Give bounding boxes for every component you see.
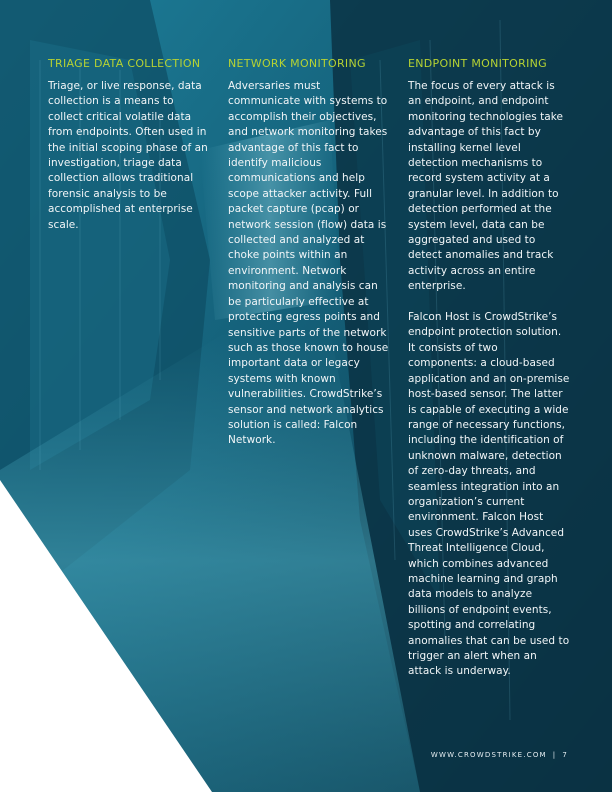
paragraph-network-monitoring: Adversaries must communicate with systems to accomplish their objectives, and network monitoring takes advantage of this fact to identify malicious communications and help scope attacker activity. Full packet capture (pcap) or network session (flow) data is collected and analyzed at choke points within an environment. Network monitoring and analysis can be particularly effective at protecting egress points and sensitive parts of the network such as those known to house important data or legacy systems with known vulnerabilities. CrowdStrike’s sensor and network analytics solution is called: Falcon Network.	[228, 80, 389, 447]
column-triage-data-collection	[48, 57, 210, 233]
page-number: 7	[562, 751, 568, 759]
column-endpoint-monitoring	[408, 57, 570, 680]
column-network-monitoring	[228, 57, 390, 449]
footer-separator: |	[552, 751, 557, 759]
heading-network-monitoring: NETWORK MONITORING	[228, 57, 366, 70]
page-footer	[431, 751, 568, 759]
heading-triage-data-collection: TRIAGE DATA COLLECTION	[48, 57, 201, 70]
paragraph-triage: Triage, or live response, data collection is a means to collect critical volatile data from endpoints. Often used in the initial scoping phase of an investigation, triage data collection allows traditional forensic analysis to be accomplished at enterprise scale.	[48, 80, 208, 231]
paragraph-endpoint-monitoring: The focus of every attack is an endpoint, and endpoint monitoring technologies take advantage of this fact by installing kernel level detection mechanisms to record system activity at a granular level. In addition to detection performed at the system level, data can be aggregated and used to detect anomalies and track activity across an entire enterprise.	[408, 80, 564, 293]
paragraph-falcon-host: Falcon Host is CrowdStrike’s endpoint protection solution. It consists of two components: a cloud-based application and an on-premise host-based sensor. The latter is capable of executing a wide range of necessary functions, including the identification of unknown malware, detection of zero-day threats, and seamless integration into an organization’s current environment. Falcon Host uses CrowdStrike’s Advanced Threat Intelligence Cloud, which combines advanced machine learning and graph data models to analyze billions of endpoint events, spotting and correlating anomalies that can be used to trigger an alert when an attack is underway.	[408, 311, 570, 678]
footer-url[interactable]: WWW.CROWDSTRIKE.COM	[430, 751, 547, 759]
heading-endpoint-monitoring: ENDPOINT MONITORING	[408, 57, 547, 70]
